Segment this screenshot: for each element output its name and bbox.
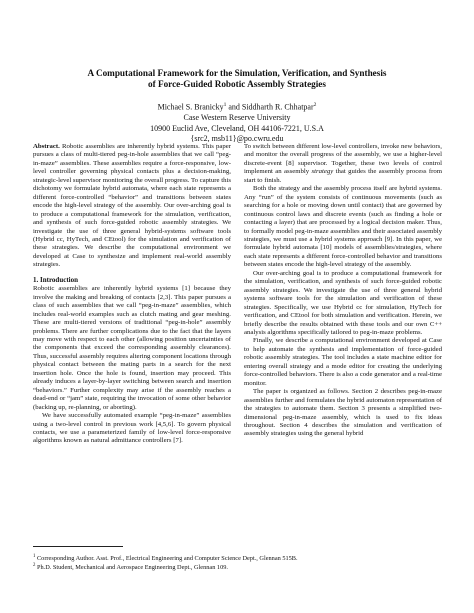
left-column bbox=[33, 143, 231, 446]
intro-paragraph: Robotic assemblies are inherently hybrid systems [1] because they involve the making and breaking of contacts [2,3]. This paper pursues a class of such assemblies that we call “peg-in-maze” assemblies, which includes real-world examples such as clutch mating and gear meshing. These are multi-tiered versions of traditional “peg-in-hole” assembly problems. There are further complications due to the fact that the layers may move with respect to each other (allowing position uncertainties of the components that exceed the corresponding assembly clearances). Thus, successful assembly requires altering component locations through physical contact between the mating parts in a search for the next insertion hole. Once the hole is found, insertion may proceed. This already induces a layer-by-layer switching between search and insertion “behaviors.” Further complexity may arise if the assembly reaches a dead-end or “jam” state, requiring the invocation of some other behavior (backing up, re-planning, or aborting). bbox=[33, 285, 231, 411]
body-paragraph: The paper is organized as follows. Section 2 describes peg-in-maze assemblies further and formulates the hybrid automaton representation of the strategies to automate them. Section 3 presents a simplified two-dimensional peg-in-maze assembly, which is used to fix ideas throughout. Section 4 describes the simulation and verification of assembly strategies using the general hybrid bbox=[244, 388, 442, 438]
body-paragraph: Both the strategy and the assembly process itself are hybrid systems. Any “run” of the system consists of continuous movements (such as searching for a hole or moving down until contact) that are governed by continuous control laws and discrete events (such as finding a hole or contacting a layer) that are processed by a logical decision maker. Thus, to formally model peg-in-maze assemblies and their associated assembly strategies, we must use a hybrid systems approach [9]. In this paper, we formulate hybrid automata [10] models of assemblies/strategies, where each state represents a different force-controlled behavior and transitions between states encode the high-level strategy of the assembly. bbox=[244, 185, 442, 269]
title-line-2: of Force-Guided Robotic Assembly Strategies bbox=[148, 79, 326, 89]
author-block bbox=[40, 100, 434, 145]
footnote-2 bbox=[33, 562, 443, 572]
right-column bbox=[244, 143, 442, 439]
footnote-2-text: Ph.D. Student, Mechanical and Aerospace Engineering Dept., Glennan 109. bbox=[36, 564, 228, 572]
footnote-1-mark: 1 bbox=[33, 554, 36, 559]
title-line-1: A Computational Framework for the Simulation, Verification, and Synthesis bbox=[87, 68, 387, 78]
author-names bbox=[40, 100, 434, 113]
author-1-footnote-mark: 1 bbox=[223, 102, 227, 108]
abstract bbox=[33, 143, 231, 270]
body-paragraph: Finally, we describe a computational environment developed at Case to help automate the synthesis and implementation of force-guided robotic assembly strategies. The tool includes a state machine editor for entering overall strategy and a mode editor for creating the underlying force-controlled behaviors. There is also a code generator and a real-time monitor. bbox=[244, 337, 442, 387]
author-2-footnote-mark: 2 bbox=[313, 102, 317, 108]
author-2: Siddharth R. Chhatpar bbox=[241, 102, 314, 112]
affiliation: Case Western Reserve University bbox=[183, 113, 291, 123]
abstract-text: Robotic assemblies are inherently hybrid systems. This paper pursues a class of multi-tiered peg-in-hole assemblies that we call “peg-in-maze” assemblies. These assemblies require a force-responsive, low-level controller governing physical contacts plus a decision-making, strategic-level supervisor monitoring the overall progress. To capture this dichotomy we formulate hybrid automata, where each state represents a different force-controlled “behavior” and transitions between states encode the high-level strategy of the assembly. Our over-arching goal is to produce a computational framework for the simulation, verification, and synthesis of such force-guided robotic assembly strategies. We investigate the use of three general hybrid-systems software tools (Hybrid cc, HyTech, and CEtool) for the simulation and verification of these strategies. We describe the computational environment we developed at Case to synthesize and implement real-world assembly strategies. bbox=[33, 143, 232, 269]
section-heading: 1. Introduction bbox=[33, 275, 78, 284]
footnote-rule bbox=[33, 546, 123, 547]
author-conjunction: and bbox=[226, 102, 242, 112]
email: {src2, msb11}@po.cwru.edu bbox=[190, 134, 284, 144]
emphasized-word: strategy bbox=[311, 168, 334, 176]
footnote-1-text: Corresponding Author. Asst. Prof., Electrical Engineering and Computer Science Dept., Glennan 515B. bbox=[36, 555, 298, 563]
paper-title bbox=[40, 68, 434, 90]
body-text: To switch between different low-level controllers, invoke new behaviors, and monitor the overall progress of the assembly, we use a higher-level discrete-event [8] supervisor. Together, these two levels of control implement an assembly bbox=[244, 143, 442, 176]
body-text: that guides the assembly process from start to finish. bbox=[244, 168, 442, 184]
body-paragraph bbox=[244, 143, 442, 185]
intro-paragraph: We have successfully automated example “peg-in-maze” assemblies using a two-level control in previous work [4,5,6]. To govern physical contacts, we use a parameterized family of low-level force-responsive algorithms known as natural admittance controllers [7]. bbox=[33, 412, 231, 445]
address: 10900 Euclid Ave, Cleveland, OH 44106-7221, U.S.A bbox=[150, 123, 324, 133]
body-paragraph: Our over-arching goal is to produce a computational framework for the simulation, verification, and synthesis of such force-guided robotic assembly strategies. We investigate the use of three general hybrid systems software tools for the simulation and verification of these strategies. Specifically, we use Hybrid cc for simulation, HyTech for verification, and CEtool for both simulation and verification. Herein, we briefly describe the results obtained with these tools and our own C++ analysis algorithms specifically tailored to peg-in-maze problems. bbox=[244, 269, 442, 336]
abstract-label: Abstract. bbox=[33, 143, 60, 150]
author-1: Michael S. Branicky bbox=[157, 102, 224, 112]
footnote-2-mark: 2 bbox=[33, 563, 36, 568]
